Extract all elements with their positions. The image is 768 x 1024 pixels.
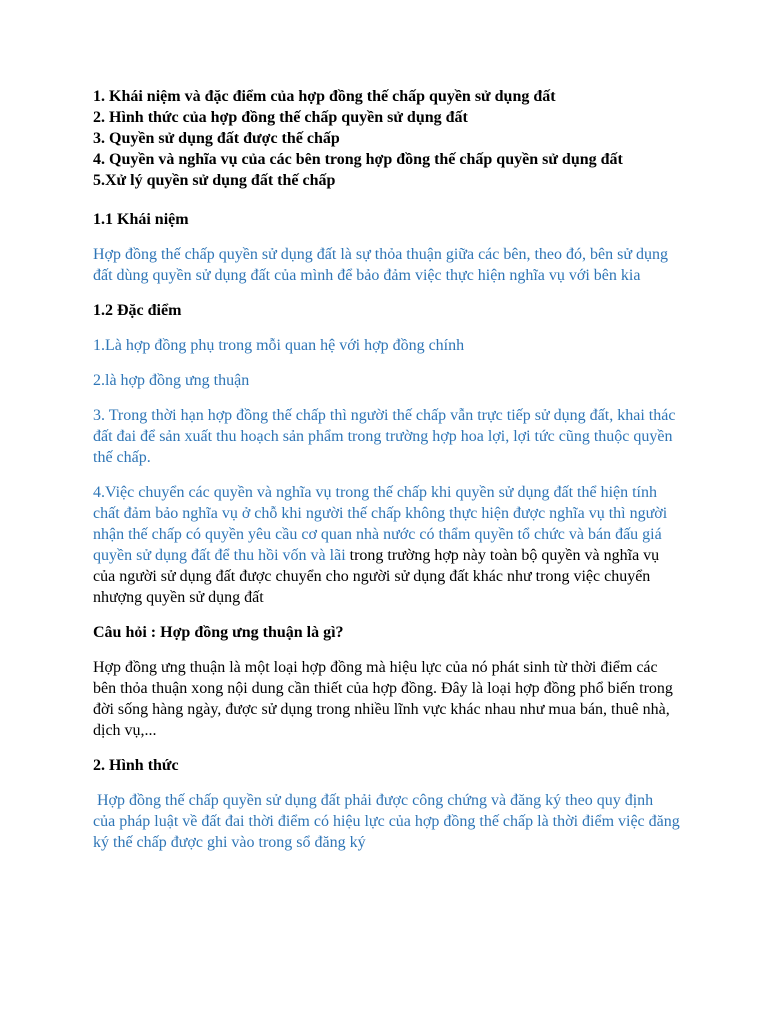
feature-item-3: 3. Trong thời hạn hợp đồng thế chấp thì người thế chấp vẫn trực tiếp sử dụng đất, khai thác đất đai để sản xuất thu hoạch sản phẩm trong trường hợp hoa lợi, lợi tức cũng thuộc quyền thế chấp. xyxy=(93,407,676,466)
feature-item-2: 2.là hợp đồng ưng thuận xyxy=(93,372,250,389)
document-page xyxy=(93,86,683,853)
toc-item-1: 1. Khái niệm và đặc điểm của hợp đồng thế chấp quyền sử dụng đất xyxy=(93,88,556,105)
toc-item-4: 4. Quyền và nghĩa vụ của các bên trong hợp đồng thế chấp quyền sử dụng đất xyxy=(93,151,623,168)
form-paragraph xyxy=(93,790,683,853)
question-answer-paragraph: Hợp đồng ưng thuận là một loại hợp đồng mà hiệu lực của nó phát sinh từ thời điểm các bên thỏa thuận xong nội dung cần thiết của hợp đồng. Đây là loại hợp đồng phổ biến trong đời sống hàng ngày, được sử dụng trong nhiều lĩnh vực khác nhau như mua bán, thuê nhà, dịch vụ,... xyxy=(93,659,673,739)
form-paragraph-line-1: Hợp đồng thế chấp quyền sử dụng đất phải được công chứng và đăng ký theo quy định xyxy=(93,792,654,809)
table-of-contents xyxy=(93,86,683,191)
feature-item-4 xyxy=(93,482,683,608)
feature-item-4-black-text: trong trường hợp này toàn bộ quyền và nghĩa vụ của người sử dụng đất được chuyển cho người sử dụng đất khác như trong việc chuyển nhượng quyền sử dụng đất xyxy=(93,547,660,606)
section-heading-dac-diem: 1.2 Đặc điểm xyxy=(93,302,182,319)
toc-item-3: 3. Quyền sử dụng đất được thế chấp xyxy=(93,130,340,147)
feature-item-1: 1.Là hợp đồng phụ trong mỗi quan hệ với hợp đồng chính xyxy=(93,337,465,354)
section-heading-khai-niem: 1.1 Khái niệm xyxy=(93,211,189,228)
definition-paragraph: Hợp đồng thế chấp quyền sử dụng đất là sự thỏa thuận giữa các bên, theo đó, bên sử dụng đất dùng quyền sử dụng đất của mình để bảo đảm việc thực hiện nghĩa vụ với bên kia xyxy=(93,246,669,284)
feature-item-4-blue-text: 4.Việc chuyển các quyền và nghĩa vụ trong thế chấp khi quyền sử dụng đất thể hiện tính chất đảm bảo nghĩa vụ ở chỗ khi người thế chấp không thực hiện được nghĩa vụ thì người nhận thế chấp có quyền yêu cầu cơ quan nhà nước có thẩm quyền tổ chức và bán đấu giá quyền sử dụng đất để thu hồi vốn và lãi xyxy=(93,484,668,564)
question-heading: Câu hỏi : Hợp đồng ưng thuận là gì? xyxy=(93,624,344,641)
form-paragraph-line-2: của pháp luật về đất đai thời điểm có hiệu lực của hợp đồng thế chấp là thời điểm việc đăng ký thế chấp được ghi vào trong sổ đăng ký xyxy=(93,813,680,851)
section-heading-hinh-thuc: 2. Hình thức xyxy=(93,757,179,774)
toc-item-2: 2. Hình thức của hợp đồng thế chấp quyền sử dụng đất xyxy=(93,109,468,126)
toc-item-5: 5.Xử lý quyền sử dụng đất thế chấp xyxy=(93,172,336,189)
